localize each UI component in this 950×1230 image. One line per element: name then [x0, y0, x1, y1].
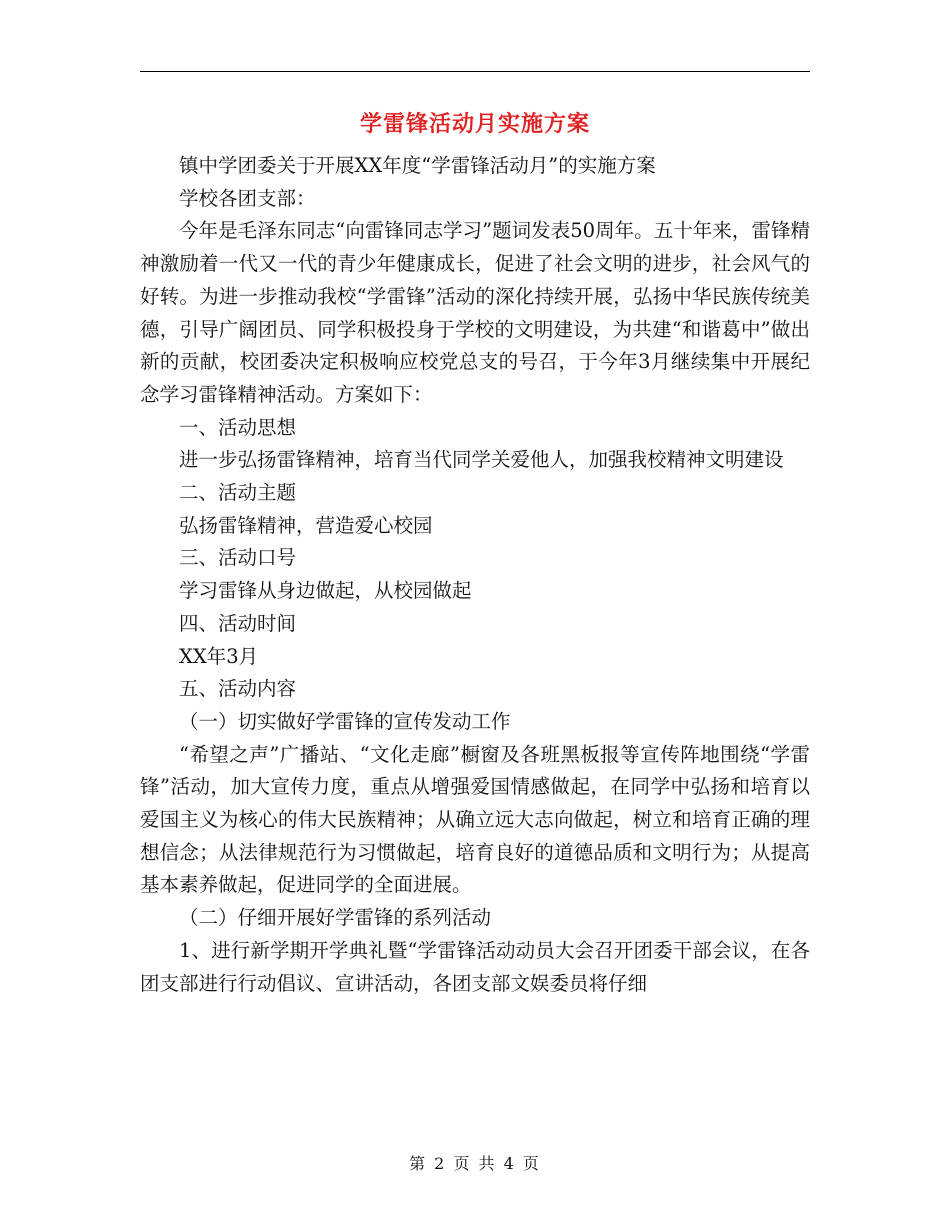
paragraph-activity-1: 1、进行新学期开学典礼暨“学雷锋活动动员大会召开团委干部会议，在各团支部进行行动倡议、宣讲活动，各团支部文娱委员将仔细	[140, 938, 810, 995]
section-heading-time: 四、活动时间	[179, 611, 297, 635]
paragraph-background: 今年是毛泽东同志“向雷锋同志学习”题词发表50周年。五十年来，雷锋精神激励着一代又一代的青少年健康成长，促进了社会文明的进步，社会风气的好转。为进一步推动我校“学雷锋”活动的深化持续开展，弘扬中华民族传统美德，引导广阔团员、同学积极投身于学校的文明建设，为共建“和谐葛中”做出新的贡献，校团委决定积极响应校党总支的号召，于今年3月继续集中开展纪念学习雷锋精神活动。方案如下：	[140, 219, 810, 406]
section-heading-slogan: 三、活动口号	[179, 546, 297, 570]
header-rule	[140, 71, 810, 72]
section-heading-content: 五、活动内容	[179, 677, 297, 701]
section-heading-idea: 一、活动思想	[179, 415, 297, 439]
document-body	[140, 150, 810, 1000]
paragraph-salutation: 学校各团支部：	[179, 186, 316, 210]
paragraph-idea: 进一步弘扬雷锋精神，培育当代同学关爱他人，加强我校精神文明建设	[179, 448, 784, 472]
section-heading-theme: 二、活动主题	[179, 481, 297, 505]
paragraph-time: XX年3月	[179, 644, 259, 668]
paragraph-theme: 弘扬雷锋精神，营造爱心校园	[179, 513, 433, 537]
subsection-heading-activities: （二）仔细开展好学雷锋的系列活动	[179, 906, 492, 930]
document-title: 学雷锋活动月实施方案	[359, 112, 590, 137]
page-number-footer: 第 2 页 共 4 页	[409, 1154, 541, 1173]
paragraph-intro-heading: 镇中学团委关于开展XX年度“学雷锋活动月”的实施方案	[179, 154, 656, 177]
paragraph-publicity: “希望之声”广播站、“文化走廊”橱窗及各班黑板报等宣传阵地围绕“学雷锋”活动，加大宣传力度，重点从增强爱国情感做起，在同学中弘扬和培育以爱国主义为核心的伟大民族精神；从确立远大志向做起，树立和培育正确的理想信念；从法律规范行为习惯做起，培育良好的道德品质和文明行为；从提高基本素养做起，促进同学的全面进展。	[140, 742, 810, 897]
paragraph-slogan: 学习雷锋从身边做起，从校园做起	[179, 579, 472, 603]
subsection-heading-publicity: （一）切实做好学雷锋的宣传发动工作	[179, 709, 511, 733]
